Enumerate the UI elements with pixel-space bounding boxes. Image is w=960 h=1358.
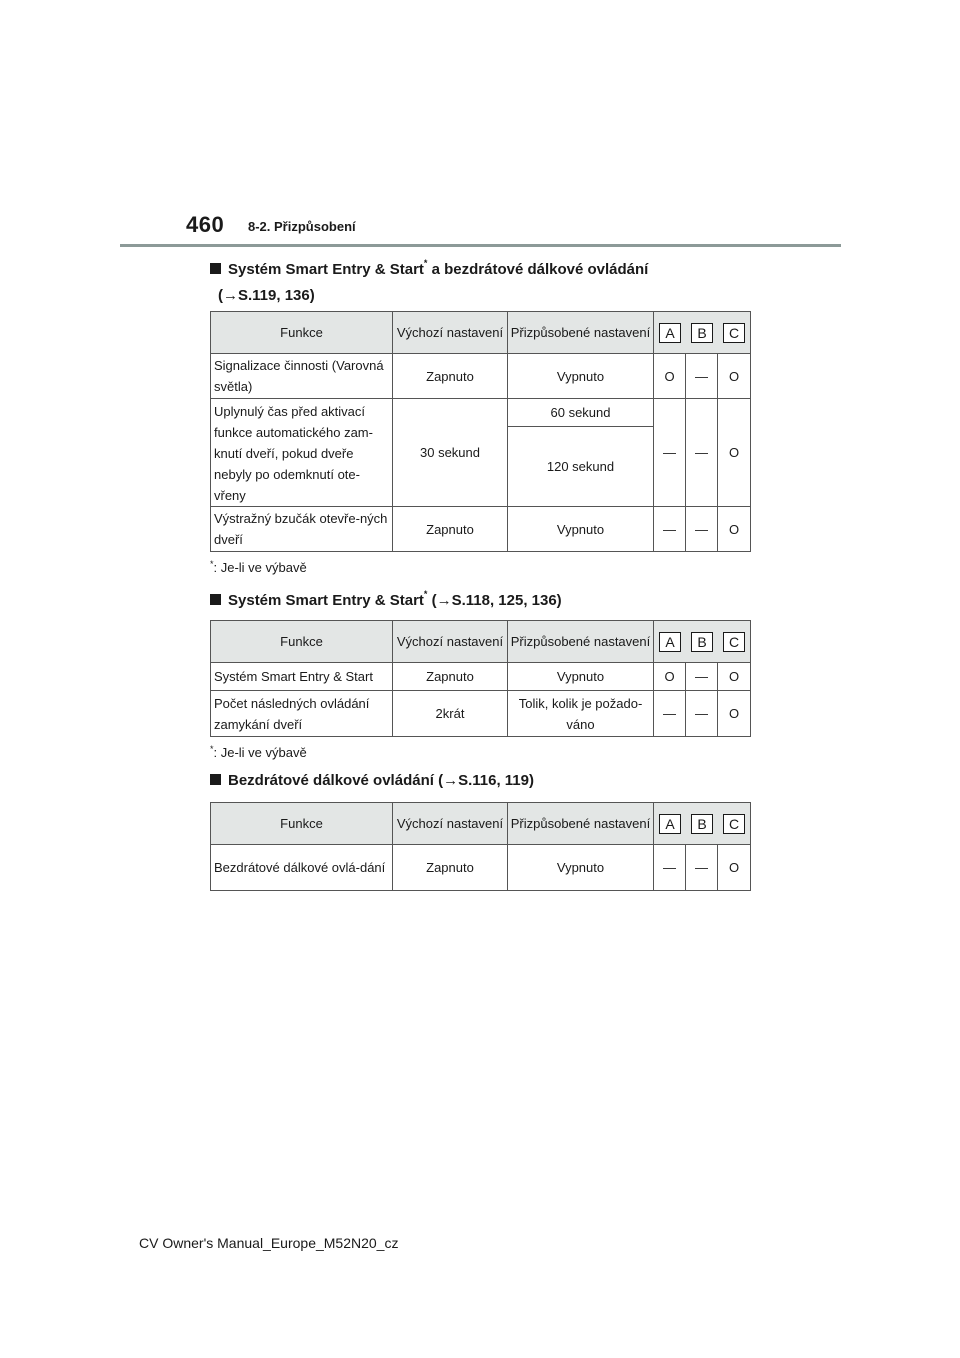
cell-c: O bbox=[718, 663, 751, 691]
heading-text: Bezdrátové dálkové ovládání (→S.116, 119) bbox=[228, 772, 534, 789]
column-header-prizpusobene: Přizpůsobené nastavení bbox=[508, 621, 654, 663]
footnote-text: : Je-li ve výbavě bbox=[213, 745, 307, 760]
cell-b: — bbox=[686, 691, 718, 737]
cell-b: — bbox=[686, 663, 718, 691]
cell-b: — bbox=[686, 507, 718, 552]
settings-table-2 bbox=[210, 620, 751, 737]
cell-vychozi: 30 sekund bbox=[393, 399, 508, 507]
cell-a: — bbox=[654, 845, 686, 891]
table-row bbox=[211, 507, 751, 552]
badge-b: B bbox=[691, 632, 713, 652]
cell-vychozi: Zapnuto bbox=[393, 663, 508, 691]
table-row bbox=[211, 845, 751, 891]
section-heading-2 bbox=[210, 588, 562, 614]
footnote-1 bbox=[210, 560, 307, 575]
page-number: 460 bbox=[186, 212, 225, 237]
document-footer: CV Owner's Manual_Europe_M52N20_cz bbox=[139, 1235, 399, 1251]
table-row bbox=[211, 663, 751, 691]
table-row bbox=[211, 354, 751, 399]
badge-c: C bbox=[723, 814, 745, 834]
badge-a: A bbox=[659, 632, 681, 652]
cell-c: O bbox=[718, 354, 751, 399]
cell-b: — bbox=[686, 354, 718, 399]
footnote-asterisk: * bbox=[210, 559, 214, 569]
column-header-vychozi: Výchozí nastavení bbox=[393, 803, 508, 845]
cell-b: — bbox=[686, 399, 718, 507]
cell-c: O bbox=[718, 691, 751, 737]
cell-funkce: Systém Smart Entry & Start bbox=[211, 663, 393, 691]
cell-vychozi: 2krát bbox=[393, 691, 508, 737]
column-header-abc bbox=[654, 621, 751, 663]
cell-prizpusobene: 120 sekund bbox=[508, 427, 654, 507]
square-bullet-icon bbox=[210, 774, 221, 785]
settings-table-1 bbox=[210, 311, 751, 552]
badge-b: B bbox=[691, 323, 713, 343]
cell-a: O bbox=[654, 354, 686, 399]
heading-text: Systém Smart Entry & Start bbox=[228, 261, 424, 278]
column-header-funkce: Funkce bbox=[211, 312, 393, 354]
section-heading-1 bbox=[210, 257, 648, 309]
asterisk: * bbox=[423, 589, 428, 599]
cell-prizpusobene: Vypnuto bbox=[508, 507, 654, 552]
cell-a: — bbox=[654, 399, 686, 507]
cell-funkce: Signalizace činnosti (Varovná světla) bbox=[211, 354, 393, 399]
cell-prizpusobene: Vypnuto bbox=[508, 663, 654, 691]
column-header-prizpusobene: Přizpůsobené nastavení bbox=[508, 312, 654, 354]
heading-reference: (→S.119, 136) bbox=[218, 287, 315, 304]
cell-prizpusobene: 60 sekund bbox=[508, 399, 654, 427]
cell-prizpusobene: Vypnuto bbox=[508, 354, 654, 399]
cell-a: — bbox=[654, 691, 686, 737]
cell-c: O bbox=[718, 507, 751, 552]
table-header-row bbox=[211, 312, 751, 354]
cell-c: O bbox=[718, 845, 751, 891]
cell-prizpusobene: Vypnuto bbox=[508, 845, 654, 891]
heading-text-rest: a bezdrátové dálkové ovládání bbox=[427, 261, 649, 278]
header-divider bbox=[120, 244, 841, 247]
table-row bbox=[211, 399, 751, 427]
badge-a: A bbox=[659, 323, 681, 343]
cell-vychozi: Zapnuto bbox=[393, 354, 508, 399]
badge-b: B bbox=[691, 814, 713, 834]
cell-prizpusobene: Tolik, kolik je požado-váno bbox=[508, 691, 654, 737]
cell-funkce: Uplynulý čas před aktivací funkce automatického zam-knutí dveří, pokud dveře nebyly po odemknutí ote-vřeny bbox=[211, 399, 393, 507]
section-title: 8-2. Přizpůsobení bbox=[248, 219, 356, 234]
square-bullet-icon bbox=[210, 263, 221, 274]
table-row bbox=[211, 691, 751, 737]
cell-vychozi: Zapnuto bbox=[393, 845, 508, 891]
cell-funkce: Bezdrátové dálkové ovlá-dání bbox=[211, 845, 393, 891]
cell-b: — bbox=[686, 845, 718, 891]
footnote-2 bbox=[210, 745, 307, 760]
cell-vychozi: Zapnuto bbox=[393, 507, 508, 552]
cell-a: — bbox=[654, 507, 686, 552]
settings-table-3 bbox=[210, 802, 751, 891]
badge-c: C bbox=[723, 323, 745, 343]
badge-c: C bbox=[723, 632, 745, 652]
column-header-vychozi: Výchozí nastavení bbox=[393, 312, 508, 354]
cell-funkce: Počet následných ovládání zamykání dveří bbox=[211, 691, 393, 737]
cell-a: O bbox=[654, 663, 686, 691]
square-bullet-icon bbox=[210, 594, 221, 605]
column-header-vychozi: Výchozí nastavení bbox=[393, 621, 508, 663]
section-heading-3 bbox=[210, 768, 534, 794]
column-header-funkce: Funkce bbox=[211, 803, 393, 845]
table-header-row bbox=[211, 803, 751, 845]
column-header-prizpusobene: Přizpůsobené nastavení bbox=[508, 803, 654, 845]
footnote-asterisk: * bbox=[210, 744, 214, 754]
badge-a: A bbox=[659, 814, 681, 834]
cell-funkce: Výstražný bzučák otevře-ných dveří bbox=[211, 507, 393, 552]
table-header-row bbox=[211, 621, 751, 663]
column-header-abc bbox=[654, 803, 751, 845]
cell-c: O bbox=[718, 399, 751, 507]
heading-text: Systém Smart Entry & Start bbox=[228, 592, 424, 609]
footnote-text: : Je-li ve výbavě bbox=[213, 560, 307, 575]
column-header-abc bbox=[654, 312, 751, 354]
column-header-funkce: Funkce bbox=[211, 621, 393, 663]
heading-text-rest: (→S.118, 125, 136) bbox=[427, 592, 562, 609]
asterisk: * bbox=[423, 258, 428, 268]
